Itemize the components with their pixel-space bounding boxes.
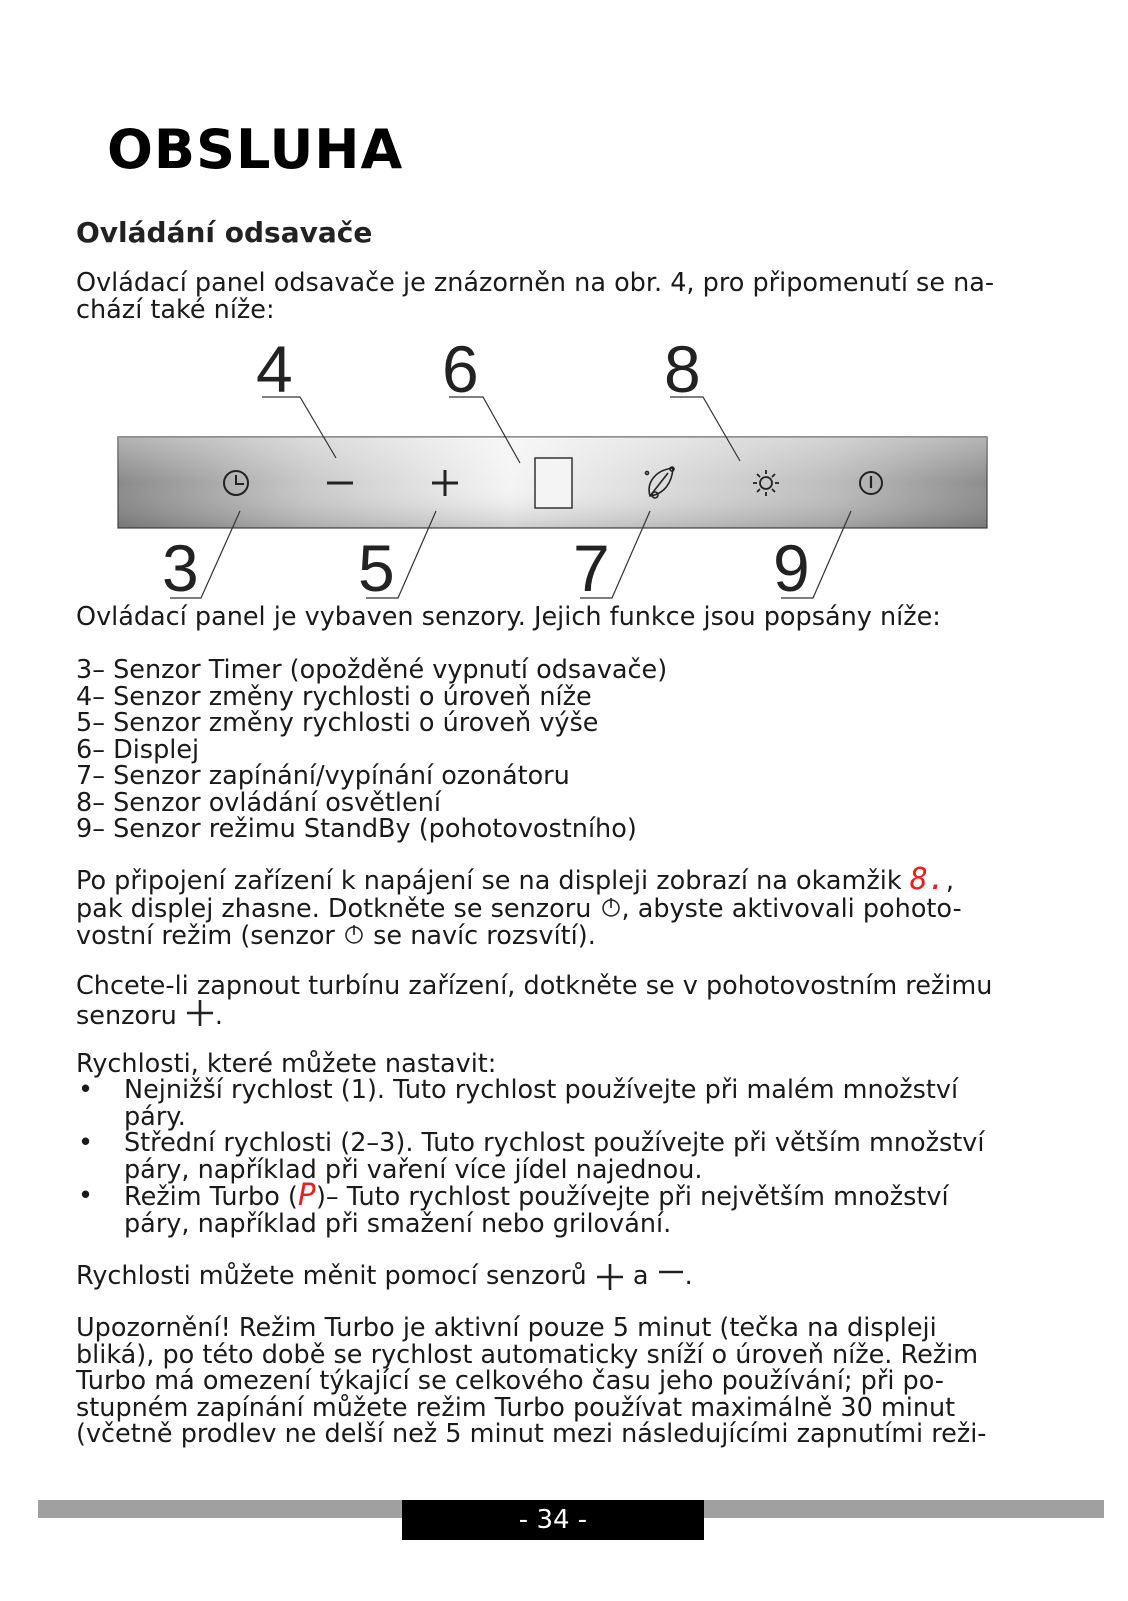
plus-icon (595, 1262, 625, 1292)
list-item (76, 1077, 1056, 1130)
turbo-p-symbol: P (297, 1178, 316, 1213)
warning-line: (včetně prodlev ne delší než 5 minut mezi následujícími zapnutími reži- (76, 1419, 987, 1449)
list-item: 6– Displej (76, 734, 200, 765)
speeds-intro: Rychlosti, které můžete nastavit: (76, 1049, 497, 1079)
list-item: 3– Senzor Timer (opožděné vypnutí odsavače) (76, 655, 668, 685)
control-panel-figure (0, 330, 1128, 610)
change-text-b: a (624, 1261, 657, 1291)
list-item: 9– Senzor režimu StandBy (pohotovostního) (76, 814, 637, 844)
list-item (76, 1178, 1056, 1239)
speed-line: páry, například při vaření více jídel najednou. (124, 1154, 703, 1185)
bullet: • (78, 1128, 94, 1158)
callout-label-6: 6 (442, 332, 479, 406)
speed-list (76, 1077, 1056, 1237)
callout-label-5: 5 (358, 531, 395, 605)
warning-line: Turbo má omezení týkající se celkového času jeho používání; při po- (76, 1366, 945, 1396)
list-item: 5– Senzor změny rychlosti o úroveň výše (76, 708, 599, 738)
power-text-c: pak displej zhasne. Dotkněte se senzoru (76, 893, 600, 924)
power-text-b: , (945, 866, 954, 896)
plus-icon (185, 1000, 215, 1026)
speed-line: Režim Turbo ( (124, 1182, 298, 1212)
warning-line: Upozornění! Režim Turbo je aktivní pouze 5 minut (tečka na displeji (76, 1313, 937, 1343)
warning-line: bliká), po této době se rychlost automaticky sníží o úroveň níže. Režim (76, 1339, 979, 1370)
bullet: • (78, 1075, 94, 1105)
power-text-a: Po připojení zařízení k napájení se na displeji zobrazí na okamžik (76, 866, 910, 896)
page-number: - 34 - (402, 1500, 704, 1540)
list-item: 7– Senzor zapínání/vypínání ozonátoru (76, 761, 570, 791)
warning-line: stupném zapínání můžete režim Turbo používat maximálně 30 minut (76, 1392, 956, 1423)
callout-label-8: 8 (664, 332, 701, 406)
callout-label-4: 4 (256, 332, 293, 406)
speed-line: Nejnižší rychlost (1). Tuto rychlost používejte při malém množství (124, 1075, 959, 1105)
list-item: 8– Senzor ovládání osvětlení (76, 787, 441, 818)
speed-line: páry, například při smažení nebo grilování. (124, 1208, 672, 1239)
change-text-a: Rychlosti můžete měnit pomocí senzorů (76, 1261, 595, 1291)
sensor-list (76, 657, 667, 843)
page-title: OBSLUHA (107, 118, 404, 181)
callout-label-3: 3 (162, 531, 199, 605)
callout-label-9: 9 (773, 531, 810, 605)
turbine-paragraph (76, 973, 1056, 1029)
intro-line-2: chází také níže: (76, 294, 275, 325)
section-heading: Ovládání odsavače (76, 216, 373, 249)
speed-line: Střední rychlosti (2–3). Tuto rychlost používejte při větším množství (124, 1128, 985, 1158)
turbine-text-a: Chcete-li zapnout turbínu zařízení, dotkněte se v pohotovostním režimu (76, 971, 993, 1001)
power-text-f: se navíc rozsvítí). (365, 921, 596, 951)
power-text-e: vostní režim (senzor (76, 921, 344, 951)
intro-line-1: Ovládací panel odsavače je znázorněn na obr. 4, pro připomenutí se na- (76, 268, 995, 298)
turbine-text-c: . (214, 1000, 223, 1031)
standby-power-icon (600, 895, 622, 919)
list-item: 4– Senzor změny rychlosti o úroveň níže (76, 681, 592, 712)
minus-icon (657, 1262, 685, 1282)
standby-power-icon (343, 922, 365, 946)
sensors-intro: Ovládací panel je vybaven senzory. Jejich funkce jsou popsány níže: (76, 602, 941, 632)
speed-line: )– Tuto rychlost používejte při největším množství (315, 1182, 949, 1212)
change-text-c: . (684, 1261, 693, 1291)
power-paragraph (76, 862, 1056, 951)
bullet: • (78, 1181, 94, 1211)
speed-line: páry. (124, 1101, 186, 1132)
turbine-text-b: senzoru (76, 1000, 185, 1031)
list-item (76, 1130, 1056, 1183)
display-window (535, 458, 572, 508)
intro-paragraph (76, 270, 1056, 323)
warning-paragraph (76, 1315, 1056, 1448)
callout-label-7: 7 (573, 531, 610, 605)
change-speed-paragraph (76, 1262, 1056, 1292)
display-eight-symbol: 8. (909, 862, 946, 897)
power-text-d: , abyste aktivovali pohoto- (621, 893, 962, 924)
